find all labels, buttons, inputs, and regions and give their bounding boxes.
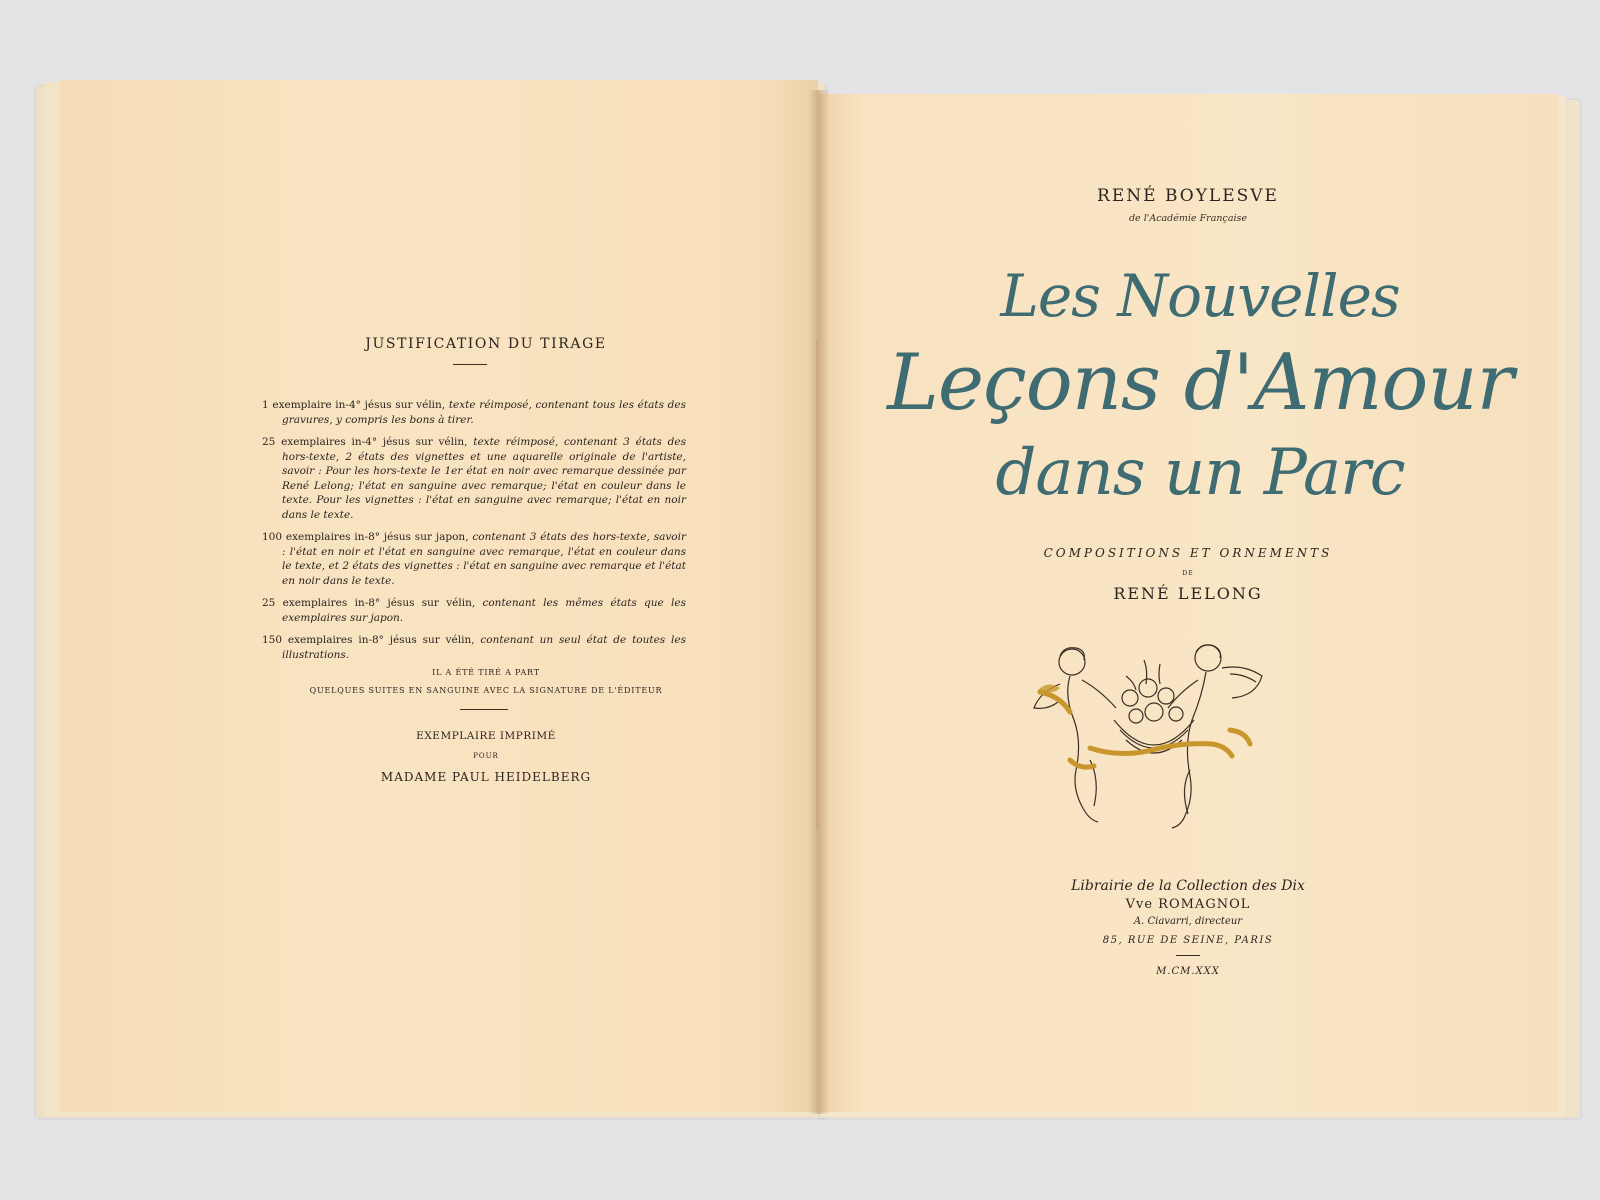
book-gutter [808, 90, 830, 1114]
title-line-1: Les Nouvelles [1000, 262, 1400, 330]
edition-entry [262, 435, 686, 522]
title-line-2: Leçons d'Amour [887, 338, 1513, 428]
entry-italic: texte réimposé, contenant 3 états des hors-texte, 2 états des vignettes et une aquarelle originale de l'artiste, savoir : Pour les hors-texte le 1er état en noir avec remarque dessinée par René Lelong; l'état en sanguine avec remarque; l'état en couleur dans le texte. Pour les vignettes : l'état en sanguine avec remarque; l'état en noir dans le texte. [282, 436, 686, 521]
entry-italic: contenant 3 états des hors-texte, savoir : l'état en noir et l'état en sanguine avec remarque, l'état en couleur dans le texte, et 2 états des vignettes : l'état en sanguine avec remarque et l'état en noir dans le texte. [282, 531, 686, 587]
entry-plain: 1 exemplaire in-4° jésus sur vélin, [262, 399, 449, 411]
author-affiliation: de l'Académie Française [1128, 213, 1248, 224]
title-line-3: dans un Parc [995, 436, 1405, 510]
edition-entry [262, 530, 686, 588]
pour-label: POUR [473, 752, 499, 760]
edition-entry [262, 633, 686, 662]
entry-italic: contenant les mêmes états que les exemplaires sur japon. [282, 597, 686, 624]
justification-heading: JUSTIFICATION DU TIRAGE [365, 336, 607, 352]
illustrator-name: RENÉ LELONG [1113, 584, 1263, 603]
publisher-line-1: Librairie de la Collection des Dix [1071, 878, 1305, 894]
binding-thread [816, 340, 818, 830]
recipient-name: MADAME PAUL HEIDELBERG [380, 770, 592, 784]
entry-plain: 100 exemplaires in-8° jésus sur japon, [262, 531, 473, 543]
entry-plain: 150 exemplaires in-8° jésus sur vélin, [262, 634, 481, 646]
right-page [818, 94, 1558, 1112]
edition-entry [262, 596, 686, 625]
note-line-1: IL A ÉTÉ TIRÉ A PART [432, 668, 540, 677]
edition-entries [262, 398, 686, 670]
publisher-line-2: Vve ROMAGNOL [1125, 897, 1251, 912]
cherubs-vignette-illustration [1030, 640, 1276, 850]
de-label: DE [1182, 570, 1194, 577]
note-line-2: QUELQUES SUITES EN SANGUINE AVEC LA SIGNATURE DE L'ÉDITEUR [309, 686, 663, 695]
entry-plain: 25 exemplaires in-4° jésus sur vélin, [262, 436, 474, 448]
heading-rule [453, 364, 487, 365]
entry-italic: contenant un seul état de toutes les illustrations. [282, 634, 686, 661]
publisher-address: 85, RUE DE SEINE, PARIS [1102, 935, 1274, 946]
printed-for-label: EXEMPLAIRE IMPRIMÉ [416, 730, 556, 742]
author-name: RENÉ BOYLESVE [1097, 186, 1279, 206]
compositions-label: COMPOSITIONS ET ORNEMENTS [1043, 546, 1333, 560]
publisher-director: A. Ciavarri, directeur [1133, 916, 1243, 927]
note-rule [460, 709, 508, 710]
edition-entry [262, 398, 686, 427]
entry-plain: 25 exemplaires in-8° jésus sur vélin, [262, 597, 483, 609]
address-rule [1176, 955, 1200, 956]
entry-italic: texte réimposé, contenant tous les états des gravures, y compris les bons à tirer. [282, 399, 686, 426]
publication-year: M.CM.XXX [1156, 966, 1220, 977]
